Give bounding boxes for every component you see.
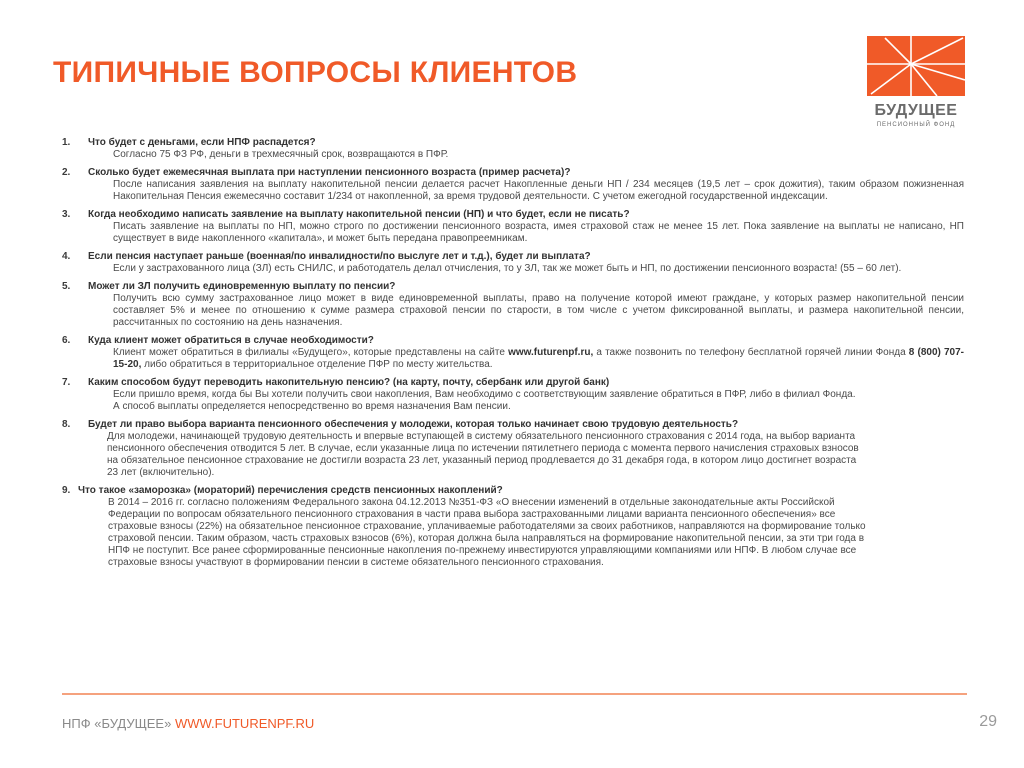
faq-item-8 [62, 419, 964, 479]
hotline-phone: 8 (800) 707-15-20, [113, 347, 964, 370]
logo-mark-icon [867, 36, 965, 96]
faq-answer: Для молодежи, начинающей трудовую деятельность и впервые вступающей в систему обязательного пенсионного страхования с 2014 года, на выбор варианта пенсионного обеспечения отводится 5 лет. В случае, если указанные лица по истечении пятилетнего периода с момента первого начисления страховых взносов на обязательное пенсионное страхование не достигли возраста 23 лет, указанный период продлевается до 31 декабря года, в котором лицо достигнет возраста 23 лет (включительно). [107, 431, 859, 478]
faq-list [62, 137, 964, 575]
faq-item-1 [62, 137, 964, 161]
faq-number: 3. [62, 209, 71, 220]
faq-item-7 [62, 377, 964, 413]
faq-number: 8. [62, 419, 71, 430]
page-title: ТИПИЧНЫЕ ВОПРОСЫ КЛИЕНТОВ [53, 56, 578, 89]
faq-question: Что такое «заморозка» (мораторий) перечисления средств пенсионных накоплений? [78, 485, 503, 496]
faq-question: Будет ли право выбора варианта пенсионного обеспечения у молодежи, которая только начинает свою трудовую деятельность? [88, 419, 739, 430]
logo-name: БУДУЩЕЕ [874, 102, 958, 119]
faq-item-2 [62, 167, 964, 203]
faq-answer: Писать заявление на выплаты по НП, можно строго по достижении пенсионного возраста, имея страховой стаж не менее 15 лет. Пока заявление на выплаты не написано, НП существует в виде накопленного «капитала», и может быть передана правопреемникам. [113, 221, 964, 244]
logo [864, 36, 970, 132]
faq-question: Куда клиент может обратиться в случае необходимости? [88, 335, 374, 346]
faq-number: 4. [62, 251, 71, 262]
faq-number: 6. [62, 335, 71, 346]
faq-question: Сколько будет ежемесячная выплата при наступлении пенсионного возраста (пример расчета)? [88, 167, 571, 178]
footer [62, 716, 314, 731]
answer-text: либо обратиться в территориальное отделение ПФР по месту жительства. [141, 359, 493, 370]
faq-question: Может ли ЗЛ получить единовременную выплату по пенсии? [88, 281, 396, 292]
faq-item-5 [62, 281, 964, 329]
footer-brand: НПФ «БУДУЩЕЕ» [62, 716, 175, 731]
faq-answer: После написания заявления на выплату накопительной пенсии делается расчет Накопленные деньги НП / 234 месяцев (19,5 лет – срок дожития), таким образом пожизненная Накопительная Пенсия ежемесячно составит 1/234 от накопленной, за время трудовой деятельности. С учетом ежегодной государственной индексации. [113, 179, 964, 202]
faq-item-6 [62, 335, 964, 371]
page-number: 29 [979, 713, 997, 730]
answer-text: а также позвонить по телефону бесплатной горячей линии Фонда [593, 347, 909, 358]
site-link[interactable]: www.futurenpf.ru, [508, 347, 594, 358]
faq-item-9 [62, 485, 964, 569]
faq-number: 2. [62, 167, 71, 178]
faq-question: Когда необходимо написать заявление на выплату накопительной пенсии (НП) и что будет, если не писать? [88, 209, 630, 220]
answer-text: Клиент может обратиться в филиалы «Будущего», которые представлены на сайте [113, 347, 509, 358]
faq-answer: В 2014 – 2016 гг. согласно положениям Федерального закона 04.12.2013 №351-ФЗ «О внесении изменений в отдельные законодательные акты Российской Федерации по вопросам обязательного пенсионного страхования в части права выбора застрахованными лицами варианта пенсионного обеспечения» все страховые взносы (22%) на обязательное пенсионное страхование, уплачиваемые работодателями за своих работников, направляются на формирование только страховой пенсии. Таким образом, часть страховых взносов (6%), которая должна была направляться на формирование накопительной пенсии, за эти три года в НПФ не поступит. Все ранее сформированные пенсионные накопления по-прежнему инвестируются управляющими компаниями или НПФ. В любом случае все страховые взносы участвуют в формировании пенсии в системе обязательного пенсионного страхования. [108, 497, 866, 568]
faq-question: Каким способом будут переводить накопительную пенсию? (на карту, почту, сбербанк или другой банк) [88, 377, 610, 388]
faq-item-3 [62, 209, 964, 245]
faq-answer [62, 347, 964, 371]
faq-answer-extra: А способ выплаты определяется непосредственно во время назначения Вам пенсии. [113, 401, 511, 412]
footer-divider [62, 693, 967, 695]
faq-answer: Если пришло время, когда бы Вы хотели получить свои накопления, Вам необходимо с соответствующим заявление обратиться в ПФР, либо в филиал Фонда. [113, 389, 856, 400]
faq-question: Что будет с деньгами, если НПФ распадется? [88, 137, 316, 148]
faq-answer: Получить всю сумму застрахованное лицо может в виде единовременной выплаты, право на получение которой имеют граждане, у которых размер накопительной пенсии составляет 5% и менее по отношению к сумме размера страховой пенсии по старости, в том числе с учетом фиксированной выплаты, и размера накопительной пенсии, рассчитанных по состоянию на день назначения. [113, 293, 964, 328]
faq-answer: Согласно 75 ФЗ РФ, деньги в трехмесячный срок, возвращаются в ПФР. [113, 149, 449, 160]
footer-url[interactable]: WWW.FUTURENPF.RU [174, 716, 315, 731]
faq-answer: Если у застрахованного лица (ЗЛ) есть СНИЛС, и работодатель делал отчисления, то у ЗЛ, так же может быть и НП, по достижении пенсионного возраста! (55 – 60 лет). [113, 263, 902, 274]
logo-subtitle: ПЕНСИОННЫЙ ФОНД [876, 122, 956, 128]
faq-question: Если пенсия наступает раньше (военная/по инвалидности/по выслуге лет и т.д.), будет ли выплата? [88, 251, 591, 262]
faq-number: 9. [62, 485, 71, 496]
faq-number: 5. [62, 281, 71, 292]
faq-number: 7. [62, 377, 71, 388]
faq-item-4 [62, 251, 964, 275]
faq-number: 1. [62, 137, 71, 148]
